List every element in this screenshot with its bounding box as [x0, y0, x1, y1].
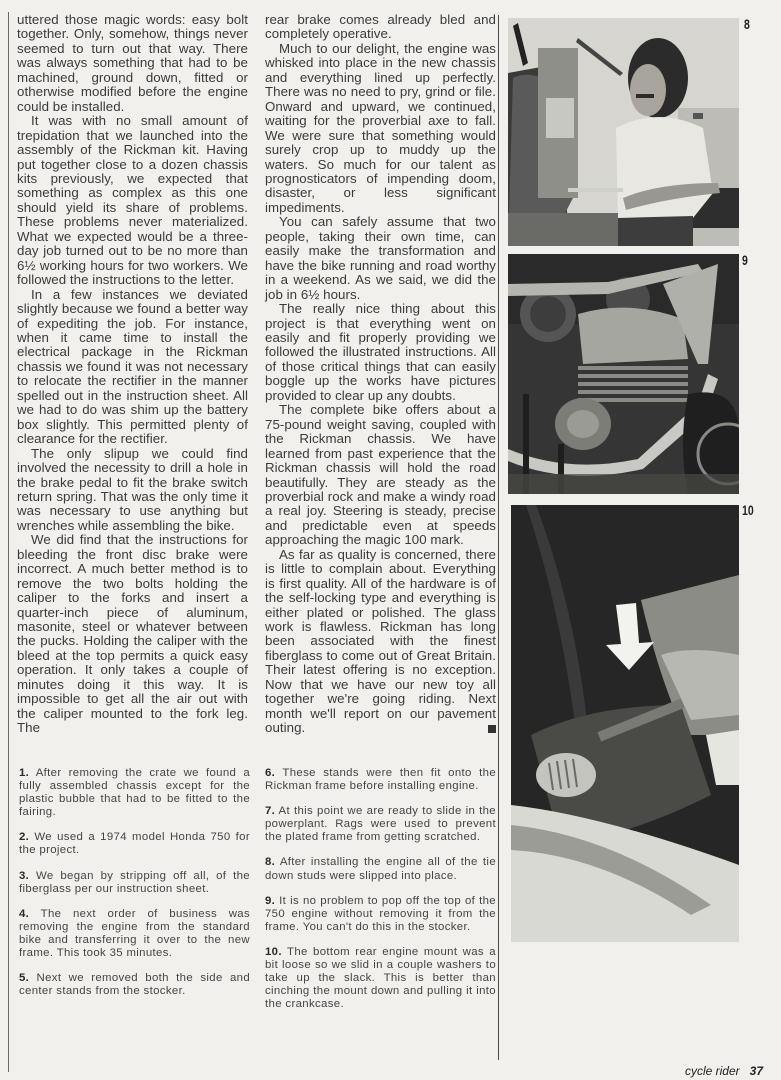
- page-number: 37: [749, 1064, 763, 1078]
- captions-middle: [265, 767, 496, 1023]
- caption-9: 9. It is no problem to pop off the top of the 750 engine without removing it from the frame. You can't do this in the stocker.: [265, 894, 496, 933]
- caption-4: 4. The next order of business was removing the engine from the standard bike and transferring it over to the new frame. This took 35 minutes.: [19, 907, 250, 960]
- mechanic-photo-illustration: [508, 18, 739, 246]
- article-column-left: [17, 13, 248, 736]
- end-mark-icon: [488, 725, 496, 733]
- caption-3: 3. We began by stripping off all, of the fiberglass per our instruction sheet.: [19, 869, 250, 895]
- article-column-middle: [265, 13, 496, 736]
- caption-5: 5. Next we removed both the side and center stands from the stocker.: [19, 972, 250, 998]
- caption-8: 8. After installing the engine all of the tie down studs were slipped into place.: [265, 856, 496, 882]
- paragraph-text: As far as quality is concerned, there is little to complain about. Everything is first quality. All of the hardware is of the self-locking type and everything is either plated or polished. The glass work is flawless. Rickman has long been associated with the finest fiberglass to come out of Great Britain. Their latest offering is no exception. Now that we have our new toy all together we're going riding. Next month we'll report on our pavement outing.: [265, 546, 496, 736]
- magazine-name: cycle rider: [684, 1064, 740, 1078]
- paragraph: uttered those magic words: easy bolt together. Only, somehow, things never seemed to turn out that way. There was always something that had to be machined, ground down, fitted or otherwise modified before the engine could be installed.: [17, 12, 248, 114]
- captions-left: [19, 767, 250, 1010]
- photo-9-engine-in-frame: [508, 254, 739, 494]
- column-rule-left: [8, 12, 9, 1072]
- caption-7: 7. At this point we are ready to slide in the powerplant. Rags were used to prevent the plated frame from getting scratched.: [265, 805, 496, 844]
- paragraph: In a few instances we deviated slightly because we found a better way of expediting the job. For instance, when it came time to install the electrical package in the Rickman chassis we found it was not necessary to relocate the rectifier in the manner spelled out in the instruction sheet. All we had to do was shim up the battery box slightly. This permitted plenty of clearance for the rectifier.: [17, 286, 248, 447]
- column-rule-middle: [498, 15, 499, 1060]
- caption-10: 10. The bottom rear engine mount was a bit loose so we slid in a couple washers to take up the slack. This is better than cinching the mount down and pulling it into the crankcase.: [265, 945, 496, 1011]
- figure-number-8: 8: [744, 16, 750, 32]
- page-footer: [685, 1064, 763, 1078]
- caption-2: 2. We used a 1974 model Honda 750 for the project.: [19, 831, 250, 857]
- photo-10-engine-mount-closeup: [511, 505, 739, 942]
- paragraph: You can safely assume that two people, taking their own time, can easily make the transformation and have the bike running and road worthy in a weekend. As we said, we did the job in 6½ hours.: [265, 214, 496, 302]
- figure-number-10: 10: [742, 502, 754, 518]
- caption-1: 1. After removing the crate we found a fully assembled chassis except for the plastic bubble that had to be fitted to the fairing.: [19, 767, 251, 819]
- paragraph: We did find that the instructions for bleeding the front disc brake were incorrect. A much better method is to remove the two bolts holding the caliper to the forks and insert a quarter-inch piece of aluminum, masonite, steel or whatever between the pucks. Holding the caliper with the bleed at the top permits a quick easy operation. It only takes a couple of minutes doing it this way. It is impossible to get all the air out with the caliper mounted to the fork leg. The: [17, 532, 248, 736]
- mount-closeup-illustration: [511, 505, 739, 942]
- paragraph: The complete bike offers about a 75-pound weight saving, coupled with the Rickman chassis. We have learned from past experience that the Rickman chassis will hold the road beautifully. They are steady as the proverbial rock and make a windy road a real joy. Steering is steady, precise and predictable even at speeds approaching the magic 100 mark.: [265, 402, 496, 548]
- paragraph: The really nice thing about this project is that everything went on easily and fit properly providing we followed the illustrated instructions. All of those critical things that can easily boggle up the works have pictures provided to clear up any doubts.: [265, 301, 496, 403]
- paragraph: The only slipup we could find involved the necessity to drill a hole in the brake pedal to fit the brake switch return spring. That was the only time it was necessary to use anything but wrenches while assembling the bike.: [17, 445, 248, 533]
- engine-photo-illustration: [508, 254, 739, 494]
- paragraph: Much to our delight, the engine was whisked into place in the new chassis and everything lined up perfectly. There was no need to pry, grind or file. Onward and upward, we continued, waiting for the proverbial axe to fall. We were sure that something would surely crop up to muddy up the waters. So much for our talent as prognosticators of impending doom, disaster, or less significant impediments.: [265, 40, 496, 215]
- paragraph: It was with no small amount of trepidation that we launched into the assembly of the Rickman kit. Having put together close to a dozen chassis kits previously, we expected that something as complex as this one should yield its share of problems. These problems never materialized. What we expected would be a three-day job turned out to be no more than 6½ working hours for two workers. We followed the instructions to the letter.: [17, 113, 248, 288]
- photo-8-mechanic-with-chassis: [508, 18, 739, 246]
- caption-6: 6. These stands were then fit onto the Rickman frame before installing engine.: [265, 767, 496, 793]
- paragraph: rear brake comes already bled and completely operative.: [265, 12, 496, 42]
- paragraph: [265, 548, 496, 736]
- figure-number-9: 9: [742, 252, 748, 268]
